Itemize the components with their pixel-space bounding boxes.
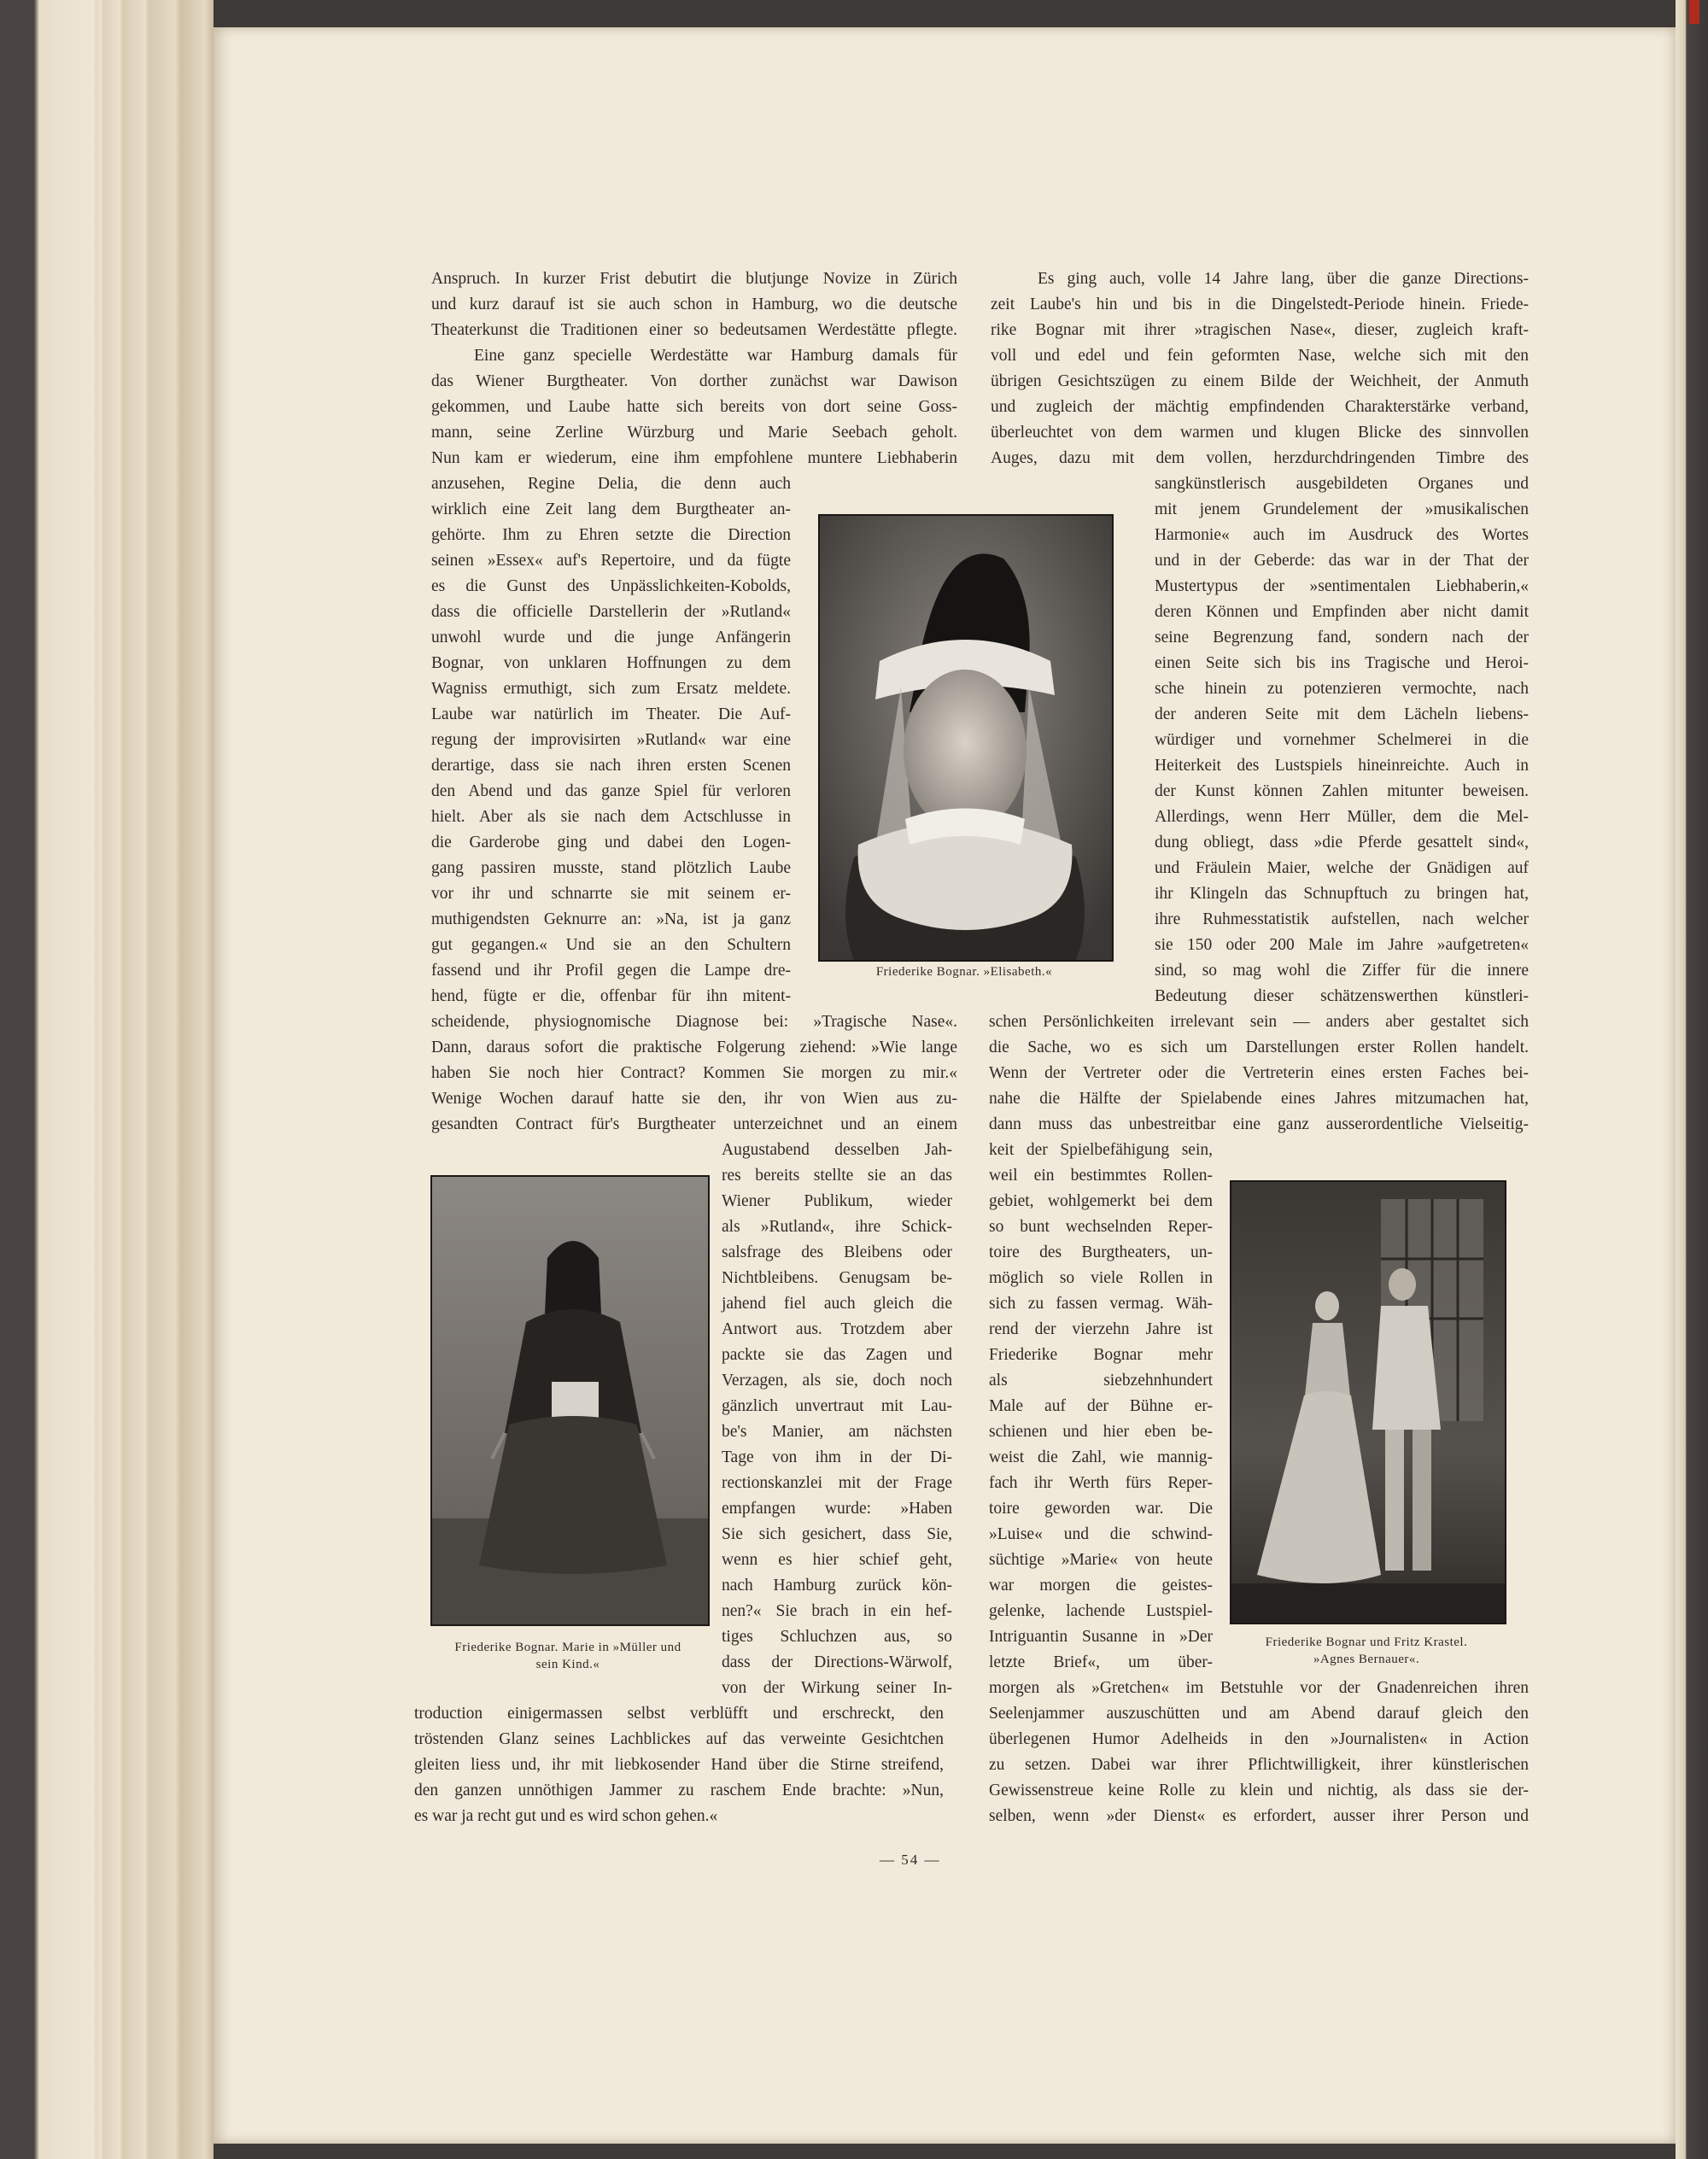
- right-line: selben, wenn »der Dienst« es erfordert, ausser ihrer Person und: [989, 1807, 1529, 1825]
- left-line: Dann, daraus sofort die praktische Folgerung ziehend: »Wie lange: [431, 1039, 957, 1056]
- right-line: Harmonie« auch im Ausdruck des Wortes: [1155, 526, 1529, 544]
- left-line: es die Gunst des Unpässlichkeiten-Kobolds,: [431, 577, 791, 595]
- left-line: gekommen, und Laube hatte sich bereits von dort seine Goss-: [431, 398, 957, 416]
- right-line: rike Bognar mit ihrer »tragischen Nase«, dieser, zugleich kraft-: [991, 321, 1529, 339]
- right-line: und Fräulein Maier, welche der Gnädigen auf: [1155, 859, 1529, 877]
- right-line: Seelenjammer auszuschütten und am Abend darauf gleich den: [989, 1705, 1529, 1723]
- right-line: und in der Geberde: das war in der That der: [1155, 552, 1529, 570]
- right-line: war morgen die geistes-: [989, 1577, 1213, 1594]
- right-line: zu setzen. Dabei war ihrer Pflichtwilligkeit, ihrer künstlerischen: [989, 1756, 1529, 1774]
- photo-agnes-bernauer: [1230, 1180, 1506, 1624]
- left-line: von der Wirkung seiner In-: [722, 1679, 952, 1697]
- right-line: als siebzehnhundert: [989, 1372, 1213, 1390]
- book-right-edge: [1676, 0, 1708, 2159]
- left-line: unwohl wurde und die junge Anfängerin: [431, 629, 791, 647]
- left-line: regung der improvisirten »Rutland« war eine: [431, 731, 791, 749]
- left-line: Verzagen, als sie, doch noch: [722, 1372, 952, 1390]
- right-line: übrigen Gesichtszügen zu einem Bilde der Weichheit, der Anmuth: [991, 372, 1529, 390]
- right-line: toire des Burgtheaters, un-: [989, 1243, 1213, 1261]
- left-line: Eine ganz specielle Werdestätte war Hamburg damals für: [474, 347, 957, 365]
- left-line: gänzlich unvertraut mit Lau-: [722, 1397, 952, 1415]
- left-line: Wagniss ermuthigt, sich zum Ersatz meldete.: [431, 680, 791, 698]
- left-line: be's Manier, am nächsten: [722, 1423, 952, 1441]
- left-line: res bereits stellte sie an das: [722, 1167, 952, 1185]
- left-line: gesandten Contract für's Burgtheater unterzeichnet und an einem: [431, 1115, 957, 1133]
- left-line: fassend und ihr Profil gegen die Lampe dre-: [431, 962, 791, 980]
- right-line: Auges, dazu mit dem vollen, herzdurchdringenden Timbre des: [991, 449, 1529, 467]
- left-line: Wiener Publikum, wieder: [722, 1192, 952, 1210]
- left-line: Nun kam er wiederum, eine ihm empfohlene muntere Liebhaberin: [431, 449, 957, 467]
- right-line: die Sache, wo es sich um Darstellungen erster Rollen handelt.: [989, 1039, 1529, 1056]
- right-line: ihre Ruhmesstatistik aufstellen, nach welcher: [1155, 910, 1529, 928]
- right-line: sich zu fassen vermag. Wäh-: [989, 1295, 1213, 1313]
- left-line: und kurz darauf ist sie auch schon in Hamburg, wo die deutsche: [431, 295, 957, 313]
- left-line: haben Sie noch hier Contract? Kommen Sie morgen zu mir.«: [431, 1064, 957, 1082]
- right-line: Intriguantin Susanne in »Der: [989, 1628, 1213, 1646]
- right-line: weist die Zahl, wie mannig-: [989, 1448, 1213, 1466]
- left-line: das Wiener Burgtheater. Von dorther zunächst war Dawison: [431, 372, 957, 390]
- caption-agnes-line2: »Agnes Bernauer«.: [1313, 1653, 1420, 1666]
- right-line: schen Persönlichkeiten irrelevant sein — anders aber gestaltet sich: [989, 1013, 1529, 1031]
- left-line: salsfrage des Bleibens oder: [722, 1243, 952, 1261]
- left-line: die Garderobe ging und dabei den Logen-: [431, 834, 791, 851]
- right-line: keit der Spielbefähigung sein,: [989, 1141, 1213, 1159]
- photo-marie: [430, 1175, 710, 1626]
- left-line: hielt. Aber als sie nach dem Actschlusse in: [431, 808, 791, 826]
- caption-elisabeth: Friederike Bognar. »Elisabeth.«: [875, 965, 1053, 979]
- right-line: Mustertypus der »sentimentalen Liebhaberin,«: [1155, 577, 1529, 595]
- right-line: seine Begrenzung fand, sondern nach der: [1155, 629, 1529, 647]
- left-line: nach Hamburg zurück kön-: [722, 1577, 952, 1594]
- right-line: Es ging auch, volle 14 Jahre lang, über die ganze Directions-: [1038, 270, 1529, 288]
- left-line: rectionskanzlei mit der Frage: [722, 1474, 952, 1492]
- left-line: gut gegangen.« Und sie an den Schultern: [431, 936, 791, 954]
- right-line: Heiterkeit des Lustspiels hineinreichte. Auch in: [1155, 757, 1529, 775]
- right-line: zeit Laube's hin und bis in die Dingelstedt-Periode hinein. Friede-: [991, 295, 1529, 313]
- left-line: als »Rutland«, ihre Schick-: [722, 1218, 952, 1236]
- left-line: Bognar, von unklaren Hoffnungen zu dem: [431, 654, 791, 672]
- right-line: Gewissenstreue keine Rolle zu klein und nichtig, als dass sie der-: [989, 1782, 1529, 1799]
- right-line: der anderen Seite mit dem Lächeln liebens-: [1155, 705, 1529, 723]
- right-line: möglich so viele Rollen in: [989, 1269, 1213, 1287]
- right-line: einen Seite sich bis ins Tragische und Heroi-: [1155, 654, 1529, 672]
- left-line: gehörte. Ihm zu Ehren setzte die Direction: [431, 526, 791, 544]
- right-line: würdiger und vornehmer Schelmerei in die: [1155, 731, 1529, 749]
- left-line: Nichtbleibens. Genugsam be-: [722, 1269, 952, 1287]
- right-line: überlegenen Humor Adelheids in den »Journalisten« in Action: [989, 1730, 1529, 1748]
- left-line: mann, seine Zerline Würzburg und Marie Seebach geholt.: [431, 424, 957, 442]
- left-line: gleiten liess und, ihr mit liebkosender Hand über die Stirne streifend,: [414, 1756, 944, 1774]
- left-line: seinen »Essex« auf's Repertoire, und da fügte: [431, 552, 791, 570]
- right-line: toire geworden war. Die: [989, 1500, 1213, 1518]
- right-line: und zugleich der mächtig empfindenden Charakterstärke verband,: [991, 398, 1529, 416]
- left-line: empfangen wurde: »Haben: [722, 1500, 952, 1518]
- bookmark-ribbon: [1689, 0, 1699, 24]
- left-line: muthigendsten Geknurre an: »Na, ist ja ganz: [431, 910, 791, 928]
- left-line: vor ihr und schnarrte sie mit seinem er-: [431, 885, 791, 903]
- right-line: fach ihr Werth fürs Reper-: [989, 1474, 1213, 1492]
- left-line: hend, fügte er die, offenbar für ihn mitent-: [431, 987, 791, 1005]
- caption-agnes-line1: Friederike Bognar und Fritz Krastel.: [1265, 1635, 1468, 1649]
- left-line: tiges Schluchzen aus, so: [722, 1628, 952, 1646]
- left-line: Anspruch. In kurzer Frist debutirt die blutjunge Novize in Zürich: [431, 270, 957, 288]
- left-line: troduction einigermassen selbst verblüfft und erschreckt, den: [414, 1705, 944, 1723]
- right-line: ihr Klingeln das Schnupftuch zu bringen hat,: [1155, 885, 1529, 903]
- right-line: voll und edel und fein geformten Nase, welche sich mit den: [991, 347, 1529, 365]
- right-line: sind, so mag wohl die Ziffer für die innere: [1155, 962, 1529, 980]
- right-line: nahe die Hälfte der Spielabende eines Jahres mitzumachen hat,: [989, 1090, 1529, 1108]
- left-line: Sie sich gesichert, dass Sie,: [722, 1525, 952, 1543]
- right-line: Wenn der Vertreter oder die Vertreterin eines ersten Faches bei-: [989, 1064, 1529, 1082]
- right-line: rend der vierzehn Jahre ist: [989, 1320, 1213, 1338]
- left-line: derartige, dass sie nach ihren ersten Scenen: [431, 757, 791, 775]
- book-page-edges: [0, 0, 214, 2159]
- left-line: wirklich eine Zeit lang dem Burgtheater an-: [431, 500, 791, 518]
- left-line: wenn es hier schief geht,: [722, 1551, 952, 1569]
- right-line: deren Können und Empfinden aber nicht damit: [1155, 603, 1529, 621]
- left-line: Theaterkunst die Traditionen einer so bedeutsamen Werdestätte pflegte.: [431, 321, 957, 339]
- right-line: Friederike Bognar mehr: [989, 1346, 1213, 1364]
- left-line: tröstenden Glanz seines Lachblickes auf das verweinte Gesichtchen: [414, 1730, 944, 1748]
- right-line: sie 150 oder 200 Male im Jahre »aufgetreten«: [1155, 936, 1529, 954]
- right-line: weil ein bestimmtes Rollen-: [989, 1167, 1213, 1185]
- right-line: Male auf der Bühne er-: [989, 1397, 1213, 1415]
- left-line: es war ja recht gut und es wird schon gehen.«: [414, 1807, 718, 1825]
- left-line: Antwort aus. Trotzdem aber: [722, 1320, 952, 1338]
- right-line: gebiet, wohlgemerkt bei dem: [989, 1192, 1213, 1210]
- left-line: dass der Directions-Wärwolf,: [722, 1653, 952, 1671]
- left-line: anzusehen, Regine Delia, die denn auch: [431, 475, 791, 493]
- right-line: dann muss das unbestreitbar eine ganz ausserordentliche Vielseitig-: [989, 1115, 1529, 1133]
- left-line: Tage von ihm in der Di-: [722, 1448, 952, 1466]
- left-line: dass die officielle Darstellerin der »Rutland«: [431, 603, 791, 621]
- right-line: mit jenem Grundelement der »musikalischen: [1155, 500, 1529, 518]
- left-line: den ganzen unnöthigen Jammer zu raschem Ende brachte: »Nun,: [414, 1782, 944, 1799]
- right-line: sche hinein zu potenzieren vermochte, nach: [1155, 680, 1529, 698]
- right-line: gelenke, lachende Lustspiel-: [989, 1602, 1213, 1620]
- right-line: dung obliegt, dass »die Pferde gesattelt sind«,: [1155, 834, 1529, 851]
- left-line: Wenige Wochen darauf hatte sie den, ihr von Wien aus zu-: [431, 1090, 957, 1108]
- left-line: packte sie das Zagen und: [722, 1346, 952, 1364]
- left-line: Laube war natürlich im Theater. Die Auf-: [431, 705, 791, 723]
- left-line: jahend fiel auch gleich die: [722, 1295, 952, 1313]
- caption-marie-line2: sein Kind.«: [535, 1658, 600, 1671]
- right-line: schienen und hier eben be-: [989, 1423, 1213, 1441]
- left-line: gang passiren musste, stand plötzlich Laube: [431, 859, 791, 877]
- right-line: Bedeutung dieser schätzenswerthen künstleri-: [1155, 987, 1529, 1005]
- right-line: süchtige »Marie« von heute: [989, 1551, 1213, 1569]
- left-line: scheidende, physiognomische Diagnose bei: »Tragische Nase«.: [431, 1013, 957, 1031]
- right-line: morgen als »Gretchen« im Betstuhle vor der Gnadenreichen ihren: [989, 1679, 1529, 1697]
- caption-marie-line1: Friederike Bognar. Marie in »Müller und: [454, 1641, 681, 1654]
- photo-elisabeth: [818, 514, 1114, 962]
- right-line: der Kunst können Zahlen mitunter beweisen.: [1155, 782, 1529, 800]
- right-line: letzte Brief«, um über-: [989, 1653, 1213, 1671]
- right-line: so bunt wechselnden Reper-: [989, 1218, 1213, 1236]
- left-line: Augustabend desselben Jah-: [722, 1141, 952, 1159]
- left-line: den Abend und das ganze Spiel für verloren: [431, 782, 791, 800]
- right-line: Allerdings, wenn Herr Müller, dem die Mel-: [1155, 808, 1529, 826]
- page-number: — 54 —: [880, 1852, 941, 1868]
- right-line: überleuchtet von dem warmen und klugen Blicke des sinnvollen: [991, 424, 1529, 442]
- left-line: nen?« Sie brach in ein hef-: [722, 1602, 952, 1620]
- right-line: »Luise« und die schwind-: [989, 1525, 1213, 1543]
- right-line: sangkünstlerisch ausgebildeten Organes und: [1155, 475, 1529, 493]
